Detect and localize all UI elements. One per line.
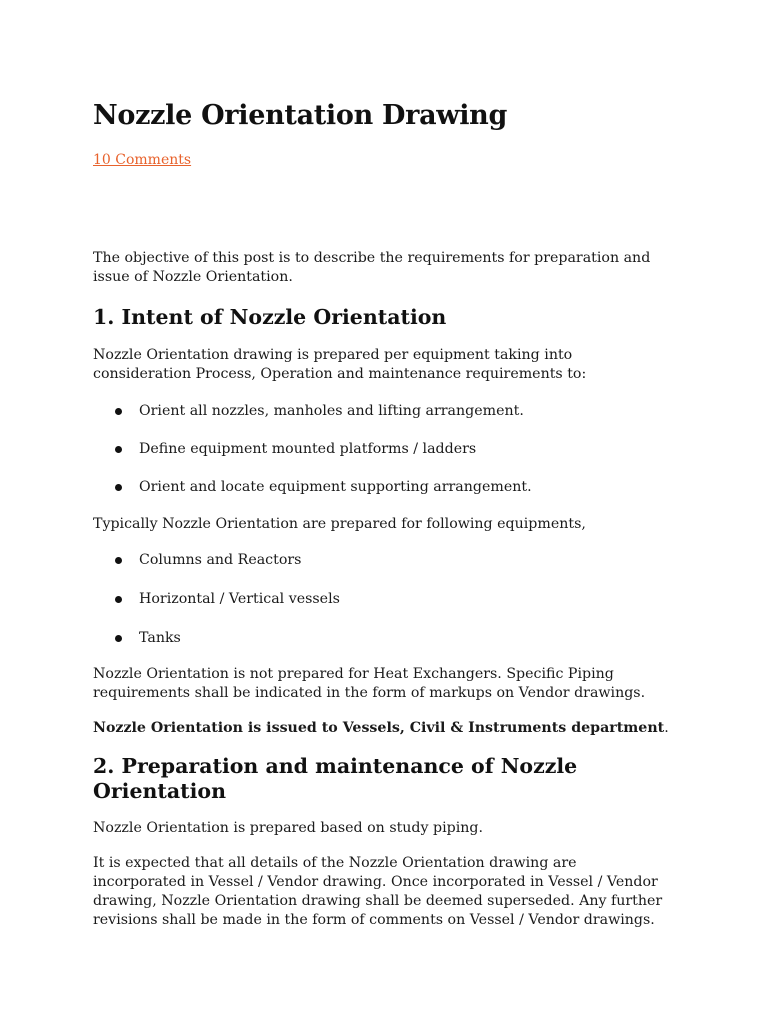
heat-exchangers-paragraph: Nozzle Orientation is not prepared for Heat Exchangers. Specific Piping requirements shall be indicated in the form of markups on Vendor drawings. [93, 665, 646, 701]
list-item [93, 478, 673, 497]
issued-paragraph [93, 719, 673, 738]
list-item-text: Define equipment mounted platforms / ladders [139, 440, 477, 457]
list-item [93, 402, 673, 421]
list-item [93, 551, 673, 570]
intro-paragraph: The objective of this post is to describe the requirements for preparation and issue of Nozzle Orientation. [93, 250, 651, 286]
list-item-text: Orient all nozzles, manholes and lifting arrangement. [139, 402, 524, 419]
article [93, 100, 673, 930]
bullet-icon [115, 484, 122, 491]
bullet-icon [115, 408, 122, 415]
section-1-heading: 1. Intent of Nozzle Orientation [93, 305, 447, 330]
bullet-icon [115, 635, 122, 642]
list-item [93, 590, 673, 609]
comments-link[interactable]: 10 Comments [93, 152, 192, 169]
equipment-list [93, 551, 673, 648]
section-2-body-2: It is expected that all details of the Nozzle Orientation drawing are incorporated in Vessel / Vendor drawing. Once incorporated in Vessel / Vendor drawing, Nozzle Orientation drawing shall be deemed superseded. Any further revisions shall be made in the form of comments on Vessel / Vendor drawings. [93, 855, 663, 929]
list-item [93, 629, 673, 648]
list-item-text: Orient and locate equipment supporting arrangement. [139, 478, 532, 495]
bullet-icon [115, 596, 122, 603]
section-2-heading: 2. Preparation and maintenance of Nozzle Orientation [93, 753, 578, 803]
list-item-text: Columns and Reactors [139, 551, 302, 568]
list-item-text: Tanks [139, 629, 181, 646]
section-1-body: Nozzle Orientation drawing is prepared per equipment taking into consideration Process, Operation and maintenance requirements to: [93, 346, 587, 382]
bullet-icon [115, 557, 122, 564]
issued-bold-text: Nozzle Orientation is issued to Vessels, Civil & Instruments department [93, 719, 665, 736]
section-2-body-1: Nozzle Orientation is prepared based on study piping. [93, 820, 484, 837]
typical-paragraph: Typically Nozzle Orientation are prepared for following equipments, [93, 515, 586, 532]
list-item [93, 440, 673, 459]
issued-tail-text: . [664, 719, 669, 736]
list-item-text: Horizontal / Vertical vessels [139, 590, 340, 607]
bullet-icon [115, 446, 122, 453]
page-title: Nozzle Orientation Drawing [93, 100, 508, 131]
requirements-list [93, 402, 673, 497]
